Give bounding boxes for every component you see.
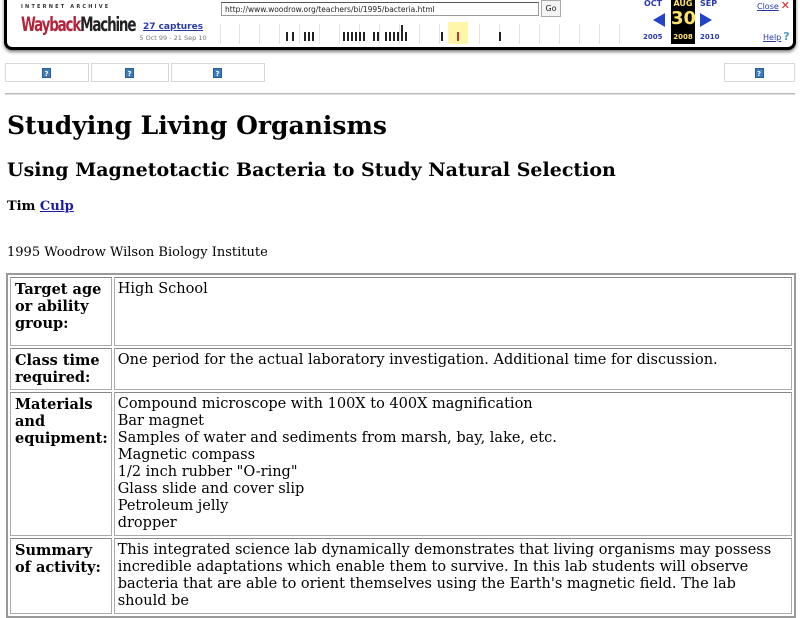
- capture-bar: [286, 32, 288, 41]
- capture-bar: [373, 32, 375, 41]
- capture-bar: [359, 32, 361, 41]
- missing-image-icon: ?: [42, 68, 51, 78]
- lesson-info-table: [6, 273, 796, 618]
- table-row: [10, 392, 792, 536]
- table-row: [10, 277, 792, 346]
- year-tick: [439, 24, 440, 44]
- row-label: Class time required:: [10, 348, 112, 390]
- next-year-link[interactable]: 2010: [700, 33, 720, 41]
- close-link[interactable]: Close: [757, 2, 779, 11]
- capture-bar: [312, 32, 314, 41]
- logo-internet-archive-text: INTERNET ARCHIVE: [21, 4, 111, 10]
- year-tick: [599, 24, 600, 44]
- capture-bar: [308, 32, 310, 41]
- missing-image-icon: ?: [213, 68, 222, 78]
- horizontal-rule: [5, 93, 795, 95]
- material-item: 1/2 inch rubber "O-ring": [117, 464, 298, 480]
- nav-button-2[interactable]: [91, 63, 169, 82]
- capture-bar: [351, 32, 353, 41]
- year-tick: [479, 24, 480, 44]
- row-label: Summary of activity:: [10, 538, 112, 614]
- material-item: Samples of water and sediments from marsh, bay, lake, etc.: [117, 430, 557, 446]
- missing-image-icon: ?: [755, 68, 764, 78]
- current-year: 2008: [673, 33, 693, 41]
- capture-bar: [304, 32, 306, 41]
- captures-info: [133, 22, 213, 42]
- capture-bar: [343, 32, 345, 41]
- year-tick: [399, 24, 400, 44]
- current-capture-bar: [457, 32, 459, 41]
- year-tick: [379, 24, 380, 44]
- row-value: This integrated science lab dynamically demonstrates that living organisms may possess incredible adaptations which enable them to survive. In this lab students will observe bacteria that are able to orient themselves using the Earth's magnetic field. The lab should be: [114, 538, 792, 614]
- material-item: Bar magnet: [117, 413, 204, 429]
- year-tick: [339, 24, 340, 44]
- year-tick: [319, 24, 320, 44]
- year-tick: [279, 24, 280, 44]
- author-link[interactable]: Culp: [39, 199, 74, 214]
- material-item: Magnetic compass: [117, 447, 256, 463]
- table-row: [10, 348, 792, 390]
- material-item: Petroleum jelly: [117, 498, 229, 514]
- prev-month-link[interactable]: OCT: [644, 0, 663, 8]
- row-value: One period for the actual laboratory investigation. Additional time for discussion.: [114, 348, 792, 390]
- current-capture-date: [671, 0, 695, 44]
- table-row: [10, 538, 792, 614]
- nav-button-4[interactable]: [724, 63, 795, 82]
- year-tick: [619, 24, 620, 44]
- next-capture-arrow-icon[interactable]: [700, 13, 712, 27]
- current-month: AUG: [673, 0, 693, 8]
- material-item: Compound microscope with 100X to 400X magnification: [117, 396, 533, 412]
- url-input[interactable]: [221, 2, 539, 16]
- calendar-navigator: [637, 0, 747, 46]
- year-tick: [579, 24, 580, 44]
- page-navigation-bar: [5, 63, 795, 82]
- capture-bar: [347, 32, 349, 41]
- year-tick: [559, 24, 560, 44]
- capture-bar: [401, 25, 403, 41]
- year-tick: [539, 24, 540, 44]
- help-question-icon[interactable]: ?: [783, 30, 790, 43]
- material-item: dropper: [117, 515, 177, 531]
- close-toolbar[interactable]: [757, 0, 790, 12]
- capture-bar: [397, 32, 399, 41]
- captures-link[interactable]: 27 captures: [142, 22, 204, 32]
- current-day: 30: [671, 8, 697, 29]
- author-first-name: Tim: [7, 199, 36, 214]
- year-tick: [299, 24, 300, 44]
- logo-wayback-machine-text: WaybackMachine: [21, 13, 136, 37]
- help[interactable]: [763, 30, 790, 43]
- missing-image-icon: ?: [125, 68, 134, 78]
- year-tick: [239, 24, 240, 44]
- capture-bar: [355, 32, 357, 41]
- author: [7, 199, 74, 214]
- capture-bar: [499, 32, 501, 41]
- materials-list: [114, 392, 792, 536]
- row-value: High School: [114, 277, 792, 346]
- wayback-toolbar: [4, 0, 796, 50]
- capture-bar: [389, 32, 391, 41]
- capture-bar: [405, 32, 407, 41]
- nav-button-1[interactable]: [5, 63, 89, 82]
- capture-bar: [441, 32, 443, 41]
- captures-range: 5 Oct 99 - 21 Sep 10: [139, 34, 207, 42]
- material-item: Glass slide and cover slip: [117, 481, 305, 497]
- page-title: Studying Living Organisms: [7, 111, 388, 140]
- row-label: Materials and equipment:: [10, 392, 112, 536]
- capture-bar: [393, 32, 395, 41]
- go-button[interactable]: Go: [541, 0, 561, 17]
- capture-bar: [363, 32, 365, 41]
- row-label: Target age or ability group:: [10, 277, 112, 346]
- institute-text: 1995 Woodrow Wilson Biology Institute: [7, 245, 268, 260]
- wayback-logo[interactable]: [21, 4, 136, 38]
- capture-bar: [292, 32, 294, 41]
- nav-button-3[interactable]: [171, 63, 265, 82]
- capture-bar: [385, 32, 387, 41]
- year-tick: [259, 24, 260, 44]
- capture-sparkline[interactable]: [219, 22, 631, 44]
- year-tick: [220, 24, 221, 44]
- year-tick: [519, 24, 520, 44]
- page-subtitle: Using Magnetotactic Bacteria to Study Natural Selection: [7, 159, 616, 181]
- prev-capture-arrow-icon[interactable]: [653, 13, 665, 27]
- help-link[interactable]: Help: [763, 33, 782, 42]
- close-x-icon[interactable]: ✕: [780, 0, 791, 12]
- capture-bar: [377, 32, 379, 41]
- prev-year-link[interactable]: 2005: [643, 33, 663, 41]
- next-month-link[interactable]: SEP: [700, 0, 718, 8]
- year-tick: [419, 24, 420, 44]
